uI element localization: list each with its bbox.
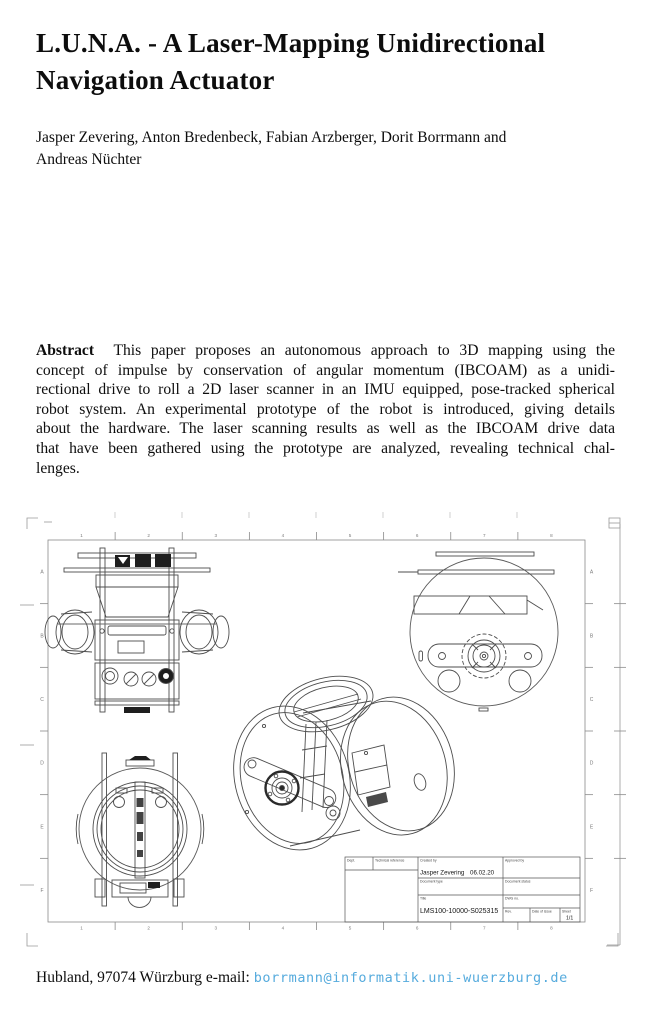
title-block-technical-reference-label: Technical reference — [375, 858, 405, 863]
frame-row-label: B — [589, 633, 594, 640]
frame-row-label: A — [589, 569, 594, 576]
frame-row-label: A — [40, 569, 44, 576]
title-block-title-value: LMS100-10000-S025315 — [420, 908, 499, 915]
figure-view-side — [398, 552, 558, 711]
figure-drawing — [0, 510, 650, 960]
title-block-values — [420, 870, 573, 922]
abstract-text — [36, 341, 615, 478]
frame-row-label: B — [40, 633, 44, 640]
abstract-line: rectional drive to roll a 2D laser scanner in an IMU equipped, pose-tracked spherical — [36, 381, 615, 399]
title-block-created-by-value: Jasper Zevering — [420, 869, 465, 877]
frame-row-label: F — [40, 887, 44, 894]
title-block-created-date-value: 06.02.20 — [470, 869, 495, 877]
frame-row-label: C — [589, 696, 594, 703]
frame-column-label: 3 — [214, 533, 218, 538]
frame-column-label: 4 — [281, 533, 285, 538]
paper-title-line1: L.U.N.A. - A Laser-Mapping Unidirectional — [36, 28, 546, 58]
frame-column-label: 6 — [415, 925, 419, 931]
frame-row-label: F — [589, 887, 594, 894]
title-block-document-status-label: Document status — [505, 879, 531, 884]
title-block-labels — [347, 859, 571, 914]
frame-row-label: D — [589, 760, 594, 767]
contact-address: Hubland, 97074 Würzburg e-mail: — [36, 969, 254, 986]
abstract-line: that have been gathered using the prototype are analyzed, revealing technical chal- — [36, 439, 615, 457]
frame-column-label: 2 — [147, 533, 150, 538]
author-list — [36, 127, 611, 171]
title-block-title-label: Title — [420, 896, 427, 901]
frame-column-label: 5 — [348, 925, 352, 931]
paper-title-line2: Navigation Actuator — [36, 65, 275, 95]
title-block-rev-label: Rev. — [505, 909, 512, 914]
frame-column-label: 4 — [281, 925, 285, 931]
abstract-line: robot system. An experimental prototype of the robot is introduced, giving details — [36, 400, 615, 418]
title-block-date-of-issue-label: Date of issue — [532, 909, 552, 914]
abstract-line: lenges. — [36, 459, 80, 477]
title-block-dept-label: Dept. — [347, 858, 356, 863]
frame-column-label: 7 — [483, 533, 486, 538]
frame-row-label: C — [40, 696, 44, 703]
abstract-line: concept of impulse by conservation of angular momentum (IBCOAM) as a unidi- — [36, 361, 615, 379]
title-block-approved-by-label: Approved by — [505, 858, 525, 863]
figure-robot-drawing — [0, 510, 650, 960]
abstract-line: about the hardware. The laser scanning results as well as the IBCOAM drive data — [36, 420, 615, 438]
frame-column-label: 8 — [550, 925, 553, 931]
abstract-line: Abstract This paper proposes an autonomous approach to 3D mapping using the — [36, 342, 615, 359]
paper-title — [36, 25, 611, 99]
contact-line — [36, 969, 636, 987]
title-block-created-by-label: Created by — [420, 858, 437, 863]
title-block-sheet-value: 1/1 — [566, 915, 574, 922]
figure-frame — [20, 512, 626, 946]
figure-view-top — [76, 753, 204, 907]
frame-column-label: 2 — [147, 925, 150, 931]
title-block-sheet-label: Sheet — [562, 909, 571, 914]
author-list-line2: Andreas Nüchter — [36, 151, 142, 168]
abstract-label: Abstract — [36, 342, 95, 359]
title-block-document-type-label: Document type — [420, 879, 443, 884]
title-block-dwg-no-label: DWG no. — [505, 896, 519, 901]
frame-row-label: E — [40, 824, 44, 831]
frame-column-label: 6 — [415, 533, 419, 538]
frame-row-label: D — [40, 760, 44, 767]
frame-column-label: 7 — [483, 925, 486, 931]
frame-row-label: E — [589, 824, 594, 831]
frame-column-label: 5 — [348, 533, 352, 538]
author-list-line1: Jasper Zevering, Anton Bredenbeck, Fabian Arzberger, Dorit Borrmann and — [36, 129, 507, 146]
figure-view-front — [45, 548, 229, 713]
frame-column-label: 8 — [550, 533, 553, 538]
email-link[interactable]: borrmann@informatik.uni-wuerzburg.de — [253, 970, 568, 986]
frame-column-label: 1 — [80, 533, 83, 538]
frame-column-label: 1 — [80, 925, 83, 931]
frame-column-label: 3 — [214, 925, 218, 931]
figure-view-iso — [217, 667, 470, 864]
